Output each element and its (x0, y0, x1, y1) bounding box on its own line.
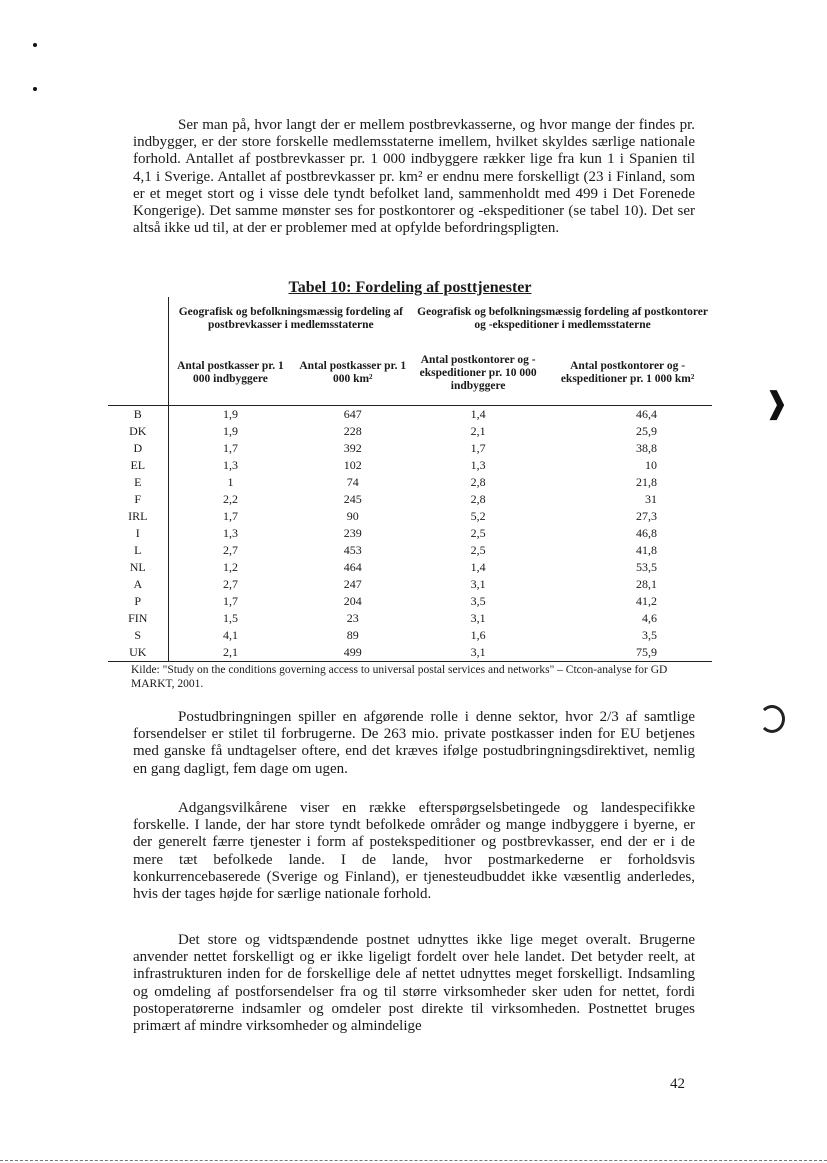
value-cell: 204 (343, 594, 362, 608)
value-cell: 2,5 (470, 526, 486, 540)
value-cell: 1,2 (222, 560, 238, 574)
value-cell: 10 (645, 458, 657, 472)
scan-edge-line (0, 1160, 827, 1161)
value-cell: 2,8 (470, 475, 486, 489)
value-cell: 1,7 (470, 441, 486, 455)
value-cell: 4,6 (642, 611, 657, 625)
table-row (108, 457, 712, 474)
value-cell: 1,3 (470, 458, 486, 472)
country-cell: D (108, 440, 168, 457)
value-cell: 102 (343, 458, 362, 472)
value-cell: 499 (292, 644, 413, 662)
country-cell: DK (108, 423, 168, 440)
value-cell: 3,5 (470, 594, 486, 608)
page-number: 42 (670, 1076, 685, 1092)
country-cell: NL (108, 559, 168, 576)
value-cell: 1,7 (222, 441, 238, 455)
table-row (108, 491, 712, 508)
value-cell: 1,7 (222, 594, 238, 608)
value-cell: 247 (343, 577, 362, 591)
value-cell: 31 (645, 492, 657, 506)
table-row (108, 610, 712, 627)
value-cell: 245 (343, 492, 362, 506)
corner-cell (108, 341, 168, 406)
value-cell: 2,1 (470, 424, 486, 438)
value-cell: 239 (343, 526, 362, 540)
body-paragraph: Det store og vidtspændende postnet udnyttes ikke lige meget overalt. Brugerne anvender nettet forskelligt og er ikke ligeligt fordelt over hele landet. Det betyder reelt, at infrastrukturen inden for de forskellige dele af nettet udnyttes meget forskelligt. Indsamling og omdeling af postforsendelser fra og til større virksomheder sker uden for nettet, fordi postoperatørerne indsamler og omdeler post direkte til virksomheden. Postnettet bruges primært af mindre virksomheder og almindelige (133, 932, 695, 1035)
punch-hole-mark: ❱ (764, 386, 790, 421)
country-cell: E (108, 474, 168, 491)
value-cell: 3,1 (413, 644, 543, 662)
value-cell: 2,2 (222, 492, 238, 506)
table-row (108, 576, 712, 593)
table-row (108, 627, 712, 644)
value-cell: 89 (346, 628, 359, 642)
value-cell: 1,7 (222, 509, 238, 523)
punch-hole-mark (759, 705, 785, 733)
value-cell: 647 (343, 407, 362, 421)
table-row (108, 559, 712, 576)
country-cell: A (108, 576, 168, 593)
table-row (108, 406, 712, 424)
value-cell: 464 (343, 560, 362, 574)
table-row (108, 542, 712, 559)
country-cell: P (108, 593, 168, 610)
column-header: Antal postkontorer og -ekspeditioner pr. 1 000 km² (543, 341, 712, 406)
group-header-mailboxes: Geografisk og befolkningsmæssig fordeling af postbrevkasser i medlemsstaterne (178, 306, 403, 331)
value-cell: 41,2 (636, 594, 657, 608)
column-header: Antal postkasser pr. 1 000 km² (292, 341, 413, 406)
column-header: Antal postkasser pr. 1 000 indbyggere (168, 341, 292, 406)
value-cell: 392 (343, 441, 362, 455)
value-cell: 3,1 (470, 577, 486, 591)
value-cell: 2,5 (470, 543, 486, 557)
body-paragraph: Ser man på, hvor langt der er mellem postbrevkasserne, og hvor mange der findes pr. indbygger, er der store forskelle medlemsstaterne imellem, hvilket skyldes særlige nationale forhold. Antallet af postbrevkasser pr. 1 000 indbyggere rækker lige fra kun 1 i Spanien til 4,1 i Sverige. Antallet af postbrevkasser pr. km² er endnu mere forskelligt (23 i Finland, som er et meget stort og i visse dele tyndt befolket land, sammenholdt med 499 i Det Forenede Kongerige). Det samme mønster ses for postkontorer og -ekspeditioner (se tabel 10). Det ser altså ikke ud til, at der er problemer med at opfylde befordringspligten. (133, 117, 695, 237)
value-cell: 46,8 (636, 526, 657, 540)
value-cell: 74 (346, 475, 359, 489)
table-row (108, 508, 712, 525)
value-cell: 27,3 (636, 509, 657, 523)
group-header-post-offices: Geografisk og befolkningsmæssig fordeling af postkontorer og -ekspeditioner i medlemsstaterne (417, 306, 708, 331)
value-cell: 228 (343, 424, 362, 438)
value-cell: 1 (227, 475, 234, 489)
body-paragraph: Adgangsvilkårene viser en række efterspørgselsbetingede og landespecifikke forskelle. I lande, der har store tyndt befolkede områder og mange indbyggere i byerne, er der generelt færre tjenester i form af postekspeditioner og postbrevkasser, end der er i de mere tæt befolkede lande. I de lande, hvor postmarkederne er forholdsvis konkurrencebaserede (Sverige og Finland), er tjenesteudbuddet ikke væsentlig anderledes, hvis der tages højde for særlige nationale forhold. (133, 800, 695, 903)
country-cell: F (108, 491, 168, 508)
country-cell: S (108, 627, 168, 644)
value-cell: 21,8 (636, 475, 657, 489)
value-cell: 1,9 (222, 424, 238, 438)
value-cell: 75,9 (543, 644, 712, 662)
value-cell: 2,7 (222, 543, 238, 557)
value-cell: 23 (346, 611, 359, 625)
margin-dot (33, 43, 37, 47)
table-row (108, 440, 712, 457)
country-cell: B (108, 406, 168, 424)
distribution-table (108, 297, 712, 662)
table-row (108, 525, 712, 542)
value-cell: 1,9 (222, 407, 238, 421)
value-cell: 1,4 (470, 560, 486, 574)
value-cell: 53,5 (636, 560, 657, 574)
country-cell: IRL (108, 508, 168, 525)
country-cell: UK (108, 644, 168, 662)
value-cell: 41,8 (636, 543, 657, 557)
country-cell: I (108, 525, 168, 542)
column-header: Antal postkontorer og -ekspeditioner pr. 10 000 indbyggere (413, 341, 543, 406)
value-cell: 3,5 (642, 628, 657, 642)
value-cell: 453 (343, 543, 362, 557)
value-cell: 1,3 (222, 526, 238, 540)
country-cell: EL (108, 457, 168, 474)
table-row (108, 644, 712, 662)
table-title: Tabel 10: Fordeling af posttjenester (288, 279, 532, 296)
country-cell: FIN (108, 610, 168, 627)
table-row (108, 593, 712, 610)
table-row (108, 474, 712, 491)
value-cell: 28,1 (636, 577, 657, 591)
value-cell: 3,1 (470, 611, 486, 625)
value-cell: 2,7 (222, 577, 238, 591)
value-cell: 25,9 (636, 424, 657, 438)
value-cell: 2,8 (470, 492, 486, 506)
value-cell: 5,2 (470, 509, 486, 523)
value-cell: 4,1 (222, 628, 238, 642)
table-body (108, 406, 712, 662)
value-cell: 1,5 (222, 611, 238, 625)
table-source-note: Kilde: "Study on the conditions governing access to universal postal services and networks" – Ctcon-analyse for GD MARKT, 2001. (131, 664, 668, 690)
value-cell: 1,3 (222, 458, 238, 472)
value-cell: 2,1 (168, 644, 292, 662)
country-cell: L (108, 542, 168, 559)
value-cell: 46,4 (636, 407, 657, 421)
value-cell: 90 (346, 509, 359, 523)
margin-dot (33, 87, 37, 91)
corner-cell (108, 297, 168, 341)
value-cell: 38,8 (636, 441, 657, 455)
body-paragraph: Postudbringningen spiller en afgørende rolle i denne sektor, hvor 2/3 af samtlige forsendelser er stilet til forbrugerne. De 263 mio. private postkasser inden for EU betjenes med ganske få undtagelser oftere, end det kræves ifølge postudbringningsdirektivet, nemlig en gang dagligt, fem dage om ugen. (133, 709, 695, 777)
value-cell: 1,6 (470, 628, 486, 642)
table-row (108, 423, 712, 440)
value-cell: 1,4 (470, 407, 486, 421)
